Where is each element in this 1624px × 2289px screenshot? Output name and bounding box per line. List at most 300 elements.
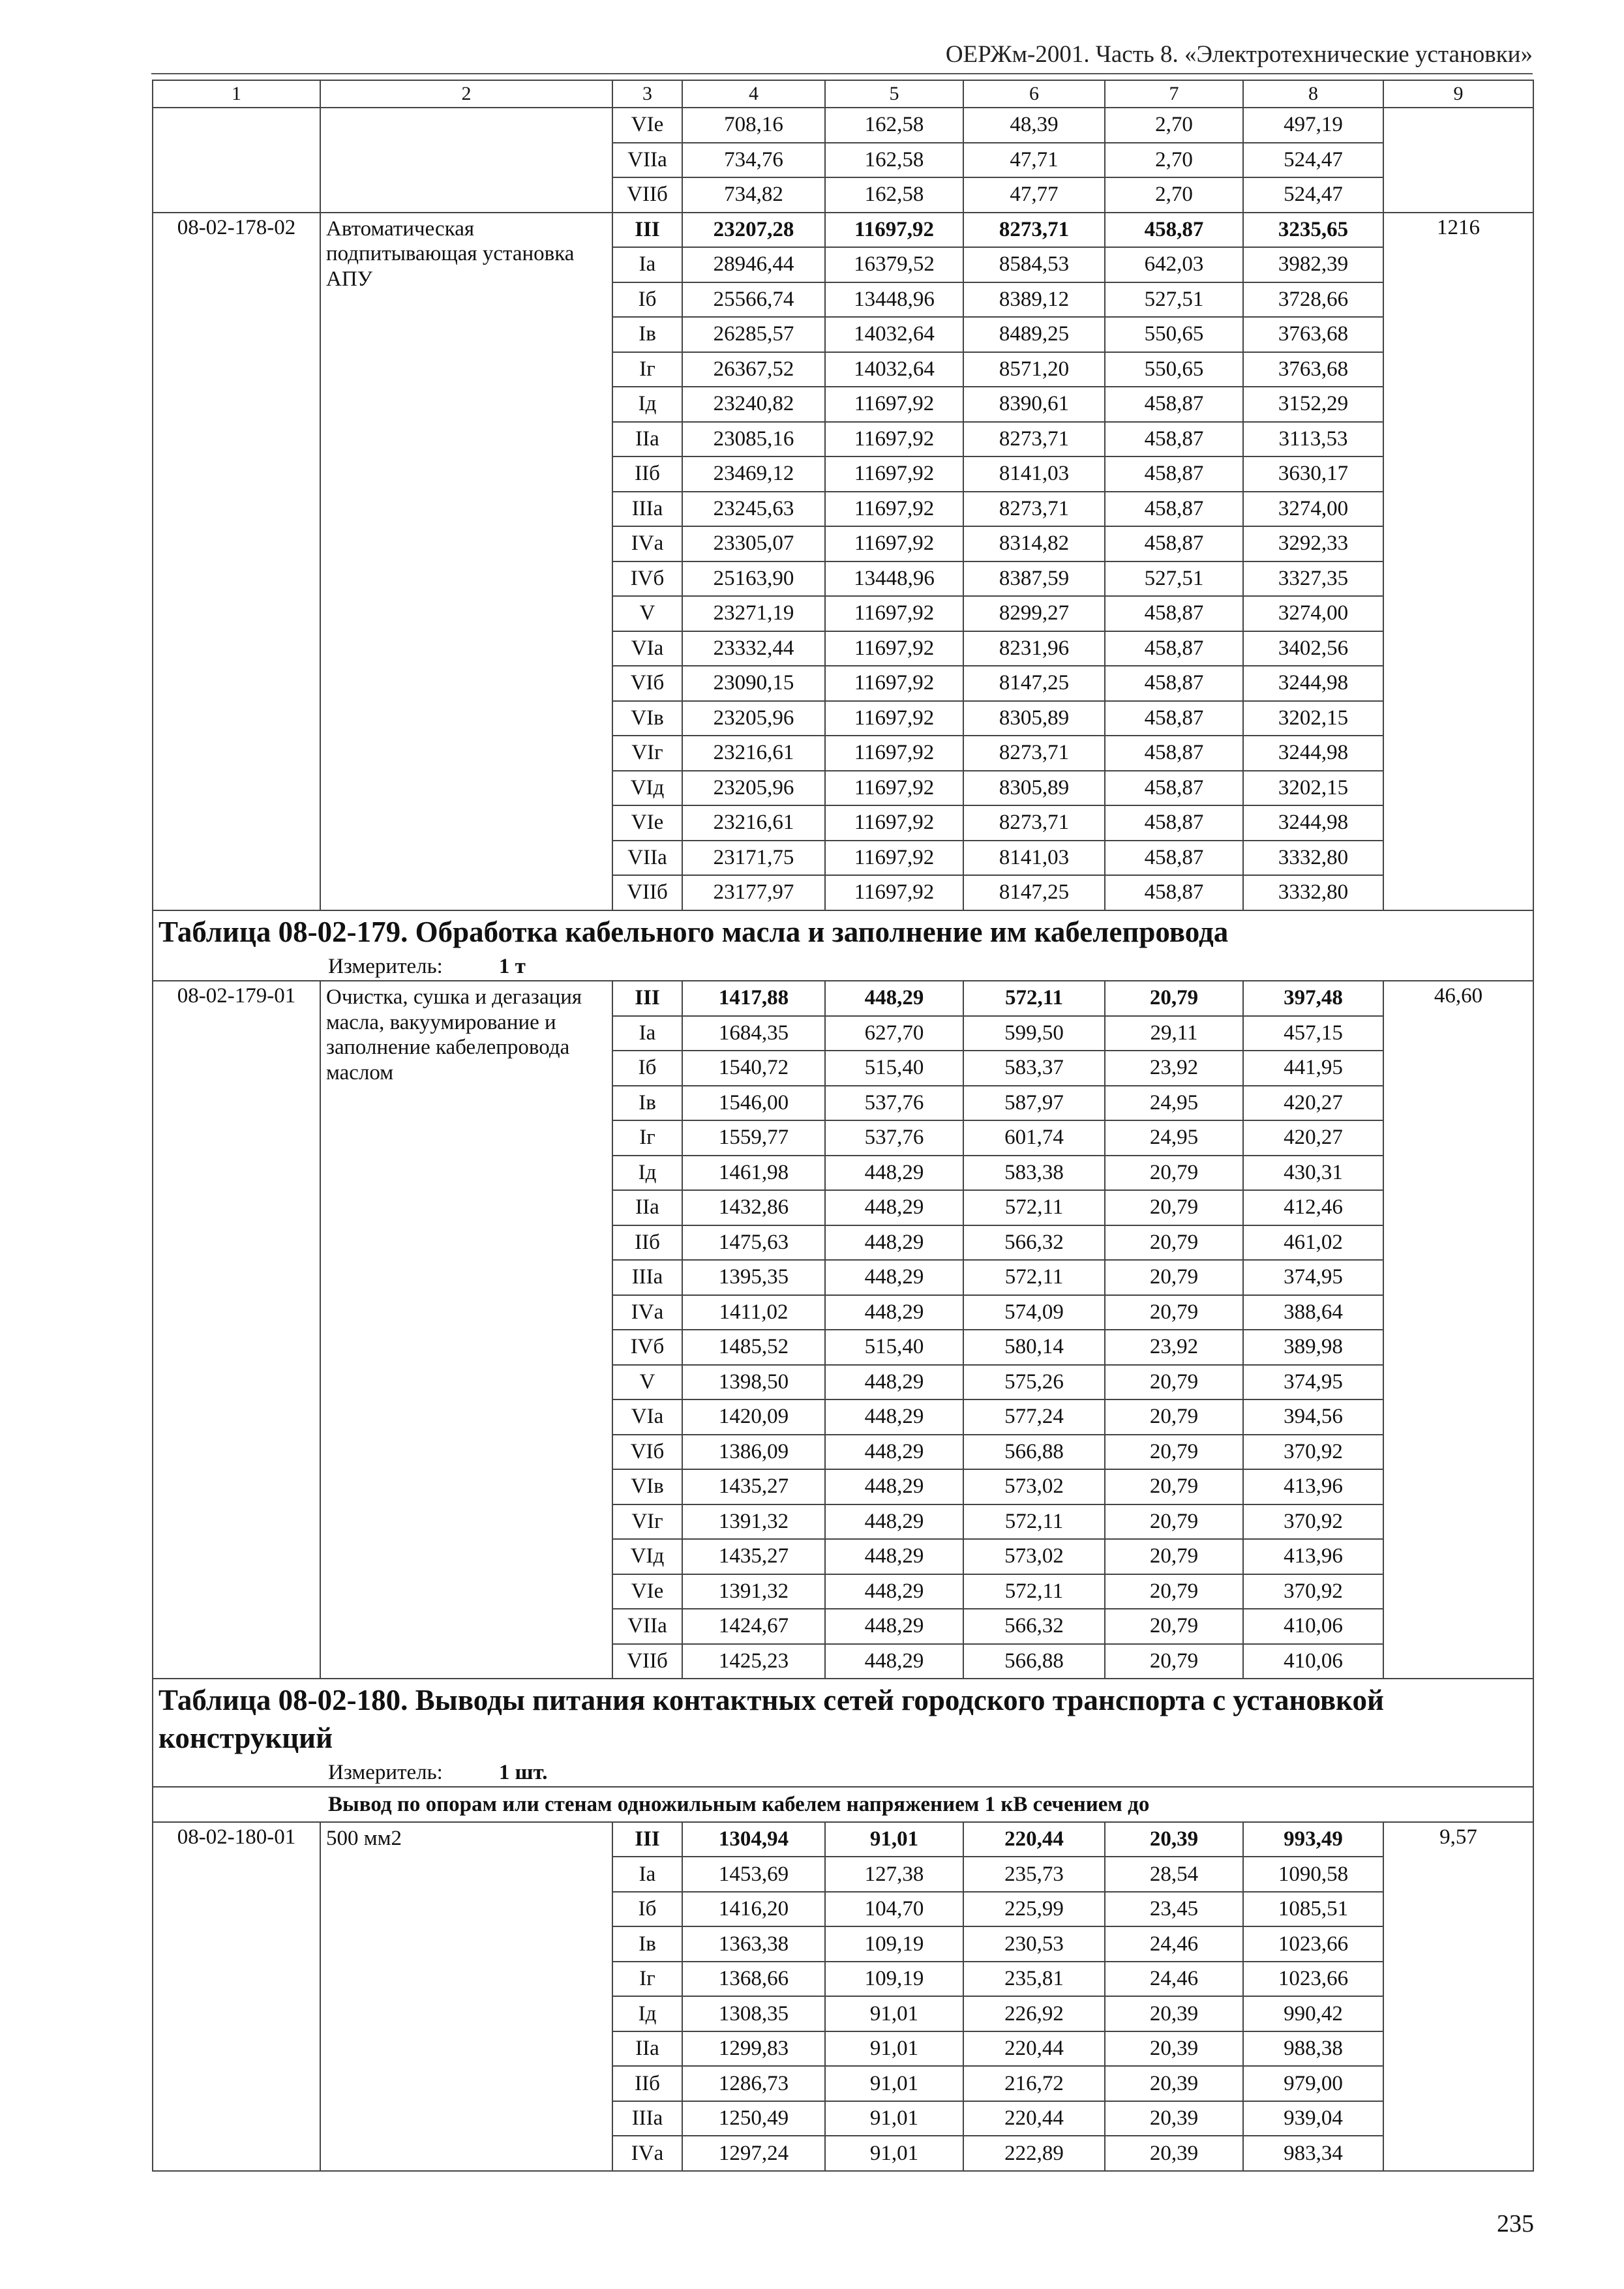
total-cost-cell: 1425,23: [682, 1644, 825, 1679]
wages-cell: 14032,64: [825, 317, 963, 352]
machinists-wages-cell: 458,87: [1105, 701, 1243, 736]
wages-cell: 11697,92: [825, 701, 963, 736]
wages-cell: 448,29: [825, 1609, 963, 1644]
machines-cell: 220,44: [963, 1822, 1105, 1857]
machinists-wages-cell: 550,65: [1105, 352, 1243, 387]
total-cost-cell: 25566,74: [682, 282, 825, 318]
wages-cell: 127,38: [825, 1857, 963, 1892]
materials-cell: 374,95: [1243, 1260, 1383, 1295]
rates-table: [152, 80, 1534, 2172]
zone-cell: V: [612, 1365, 682, 1400]
machines-cell: 583,38: [963, 1156, 1105, 1191]
materials-cell: 3292,33: [1243, 526, 1383, 561]
machines-cell: 230,53: [963, 1926, 1105, 1962]
wages-cell: 11697,92: [825, 387, 963, 422]
machinists-wages-cell: 20,79: [1105, 1260, 1243, 1295]
materials-cell: 3274,00: [1243, 492, 1383, 527]
machines-cell: 8141,03: [963, 456, 1105, 492]
machines-cell: 572,11: [963, 981, 1105, 1016]
wages-cell: 448,29: [825, 1399, 963, 1435]
machines-cell: 8390,61: [963, 387, 1105, 422]
zone-cell: Iб: [612, 1892, 682, 1927]
machinists-wages-cell: 458,87: [1105, 526, 1243, 561]
total-cost-cell: 1308,35: [682, 1996, 825, 2031]
wages-cell: 91,01: [825, 2101, 963, 2136]
machines-cell: 8299,27: [963, 596, 1105, 631]
materials-cell: 3235,65: [1243, 213, 1383, 248]
machines-cell: 572,11: [963, 1574, 1105, 1609]
zone-cell: VIIа: [612, 143, 682, 178]
zone-cell: III: [612, 981, 682, 1016]
total-cost-cell: 1546,00: [682, 1086, 825, 1121]
zone-cell: VIIб: [612, 177, 682, 213]
zone-cell: VIIа: [612, 841, 682, 876]
machines-cell: 8305,89: [963, 701, 1105, 736]
machines-cell: 222,89: [963, 2136, 1105, 2171]
machinists-wages-cell: 24,46: [1105, 1962, 1243, 1997]
materials-cell: 374,95: [1243, 1365, 1383, 1400]
wages-cell: 11697,92: [825, 805, 963, 841]
machines-cell: 572,11: [963, 1190, 1105, 1225]
wages-cell: 162,58: [825, 108, 963, 143]
wages-cell: 11697,92: [825, 631, 963, 666]
machinists-wages-cell: 28,54: [1105, 1857, 1243, 1892]
machines-cell: 8273,71: [963, 736, 1105, 771]
machinists-wages-cell: 20,39: [1105, 1822, 1243, 1857]
total-cost-cell: 1461,98: [682, 1156, 825, 1191]
materials-cell: 397,48: [1243, 981, 1383, 1016]
machinists-wages-cell: 458,87: [1105, 631, 1243, 666]
machinists-wages-cell: 527,51: [1105, 561, 1243, 597]
table-title: Таблица 08-02-180. Выводы питания контактных сетей городского транспорта с установкой конструкций: [158, 1684, 1384, 1754]
total-cost-cell: 1417,88: [682, 981, 825, 1016]
materials-cell: 388,64: [1243, 1295, 1383, 1330]
total-cost-cell: 23205,96: [682, 701, 825, 736]
total-cost-cell: 1250,49: [682, 2101, 825, 2136]
machinists-wages-cell: 23,92: [1105, 1330, 1243, 1365]
machinists-wages-cell: 20,79: [1105, 1295, 1243, 1330]
machines-cell: 8305,89: [963, 771, 1105, 806]
machinists-wages-cell: 20,39: [1105, 1996, 1243, 2031]
total-cost-cell: 1432,86: [682, 1190, 825, 1225]
machinists-wages-cell: 458,87: [1105, 666, 1243, 701]
machines-cell: 8147,25: [963, 666, 1105, 701]
machines-cell: 566,88: [963, 1644, 1105, 1679]
machines-cell: 566,88: [963, 1435, 1105, 1470]
machinists-wages-cell: 2,70: [1105, 108, 1243, 143]
wages-cell: 448,29: [825, 1504, 963, 1540]
zone-cell: VIб: [612, 1435, 682, 1470]
total-cost-cell: 1363,38: [682, 1926, 825, 1962]
materials-cell: 3202,15: [1243, 771, 1383, 806]
materials-cell: 3332,80: [1243, 875, 1383, 910]
total-cost-cell: 1304,94: [682, 1822, 825, 1857]
table-179-header: [153, 910, 1533, 981]
machinists-wages-cell: 20,79: [1105, 1365, 1243, 1400]
machines-cell: 8584,53: [963, 247, 1105, 282]
materials-cell: 3274,00: [1243, 596, 1383, 631]
machinists-wages-cell: 20,79: [1105, 1190, 1243, 1225]
total-cost-cell: 23305,07: [682, 526, 825, 561]
machines-cell: 573,02: [963, 1539, 1105, 1574]
zone-cell: VIIб: [612, 875, 682, 910]
zone-cell: IIа: [612, 422, 682, 457]
total-cost-cell: 1299,83: [682, 2031, 825, 2067]
measure-value: 1 т: [498, 955, 526, 979]
total-cost-cell: 26285,57: [682, 317, 825, 352]
total-cost-cell: 23085,16: [682, 422, 825, 457]
machines-cell: 8489,25: [963, 317, 1105, 352]
zone-cell: Iа: [612, 1857, 682, 1892]
machinists-wages-cell: 458,87: [1105, 736, 1243, 771]
total-cost-cell: 1395,35: [682, 1260, 825, 1295]
zone-cell: IVа: [612, 2136, 682, 2171]
total-cost-cell: 23245,63: [682, 492, 825, 527]
subheading-row: [153, 1787, 1533, 1822]
total-cost-cell: 28946,44: [682, 247, 825, 282]
total-cost-cell: 26367,52: [682, 352, 825, 387]
wages-cell: 11697,92: [825, 596, 963, 631]
machinists-wages-cell: 24,95: [1105, 1086, 1243, 1121]
machines-cell: 216,72: [963, 2066, 1105, 2101]
machinists-wages-cell: 642,03: [1105, 247, 1243, 282]
table-title: Таблица 08-02-179. Обработка кабельного масла и заполнение им кабелепровода: [158, 915, 1229, 948]
zone-cell: Iг: [612, 1120, 682, 1156]
total-cost-cell: 23271,19: [682, 596, 825, 631]
measure-unit: [158, 1762, 1527, 1784]
machinists-wages-cell: 24,46: [1105, 1926, 1243, 1962]
materials-cell: 3630,17: [1243, 456, 1383, 492]
machines-cell: 235,73: [963, 1857, 1105, 1892]
materials-cell: 394,56: [1243, 1399, 1383, 1435]
materials-cell: 993,49: [1243, 1822, 1383, 1857]
zone-cell: Iд: [612, 387, 682, 422]
wages-cell: 448,29: [825, 1644, 963, 1679]
zone-cell: Iа: [612, 1016, 682, 1051]
materials-cell: 1085,51: [1243, 1892, 1383, 1927]
wages-cell: 11697,92: [825, 456, 963, 492]
machinists-wages-cell: 20,79: [1105, 1399, 1243, 1435]
total-cost-cell: 1453,69: [682, 1857, 825, 1892]
materials-cell: 1023,66: [1243, 1926, 1383, 1962]
machines-cell: 220,44: [963, 2101, 1105, 2136]
zone-cell: IVб: [612, 1330, 682, 1365]
machines-cell: 573,02: [963, 1469, 1105, 1504]
wages-cell: 448,29: [825, 1469, 963, 1504]
machines-cell: 575,26: [963, 1365, 1105, 1400]
total-cost-cell: 23216,61: [682, 736, 825, 771]
total-cost-cell: 23216,61: [682, 805, 825, 841]
materials-cell: 457,15: [1243, 1016, 1383, 1051]
machines-cell: 47,71: [963, 143, 1105, 178]
materials-cell: 3327,35: [1243, 561, 1383, 597]
rate-code: [153, 108, 320, 213]
machines-cell: 8273,71: [963, 805, 1105, 841]
zone-cell: Iд: [612, 1996, 682, 2031]
wages-cell: 109,19: [825, 1926, 963, 1962]
machines-cell: 574,09: [963, 1295, 1105, 1330]
machines-cell: 47,77: [963, 177, 1105, 213]
machinists-wages-cell: 23,45: [1105, 1892, 1243, 1927]
machines-cell: 225,99: [963, 1892, 1105, 1927]
total-cost-cell: 1559,77: [682, 1120, 825, 1156]
machines-cell: 601,74: [963, 1120, 1105, 1156]
materials-cell: 461,02: [1243, 1225, 1383, 1261]
wages-cell: 448,29: [825, 1190, 963, 1225]
total-cost-cell: 1411,02: [682, 1295, 825, 1330]
machinists-wages-cell: 24,95: [1105, 1120, 1243, 1156]
wages-cell: 448,29: [825, 981, 963, 1016]
zone-cell: IIб: [612, 2066, 682, 2101]
total-cost-cell: 23332,44: [682, 631, 825, 666]
column-number: 8: [1243, 80, 1383, 108]
zone-cell: IVб: [612, 561, 682, 597]
materials-cell: 1090,58: [1243, 1857, 1383, 1892]
materials-cell: 3728,66: [1243, 282, 1383, 318]
machines-cell: 220,44: [963, 2031, 1105, 2067]
materials-cell: 497,19: [1243, 108, 1383, 143]
materials-cell: 3763,68: [1243, 352, 1383, 387]
materials-cell: 3402,56: [1243, 631, 1383, 666]
rate-code: 08-02-180-01: [153, 1822, 320, 2171]
machinists-wages-cell: 20,79: [1105, 981, 1243, 1016]
wages-cell: 448,29: [825, 1435, 963, 1470]
total-cost-cell: 1485,52: [682, 1330, 825, 1365]
machinists-wages-cell: 458,87: [1105, 805, 1243, 841]
zone-cell: IIа: [612, 2031, 682, 2067]
wages-cell: 11697,92: [825, 213, 963, 248]
machinists-wages-cell: 458,87: [1105, 771, 1243, 806]
total-cost-cell: 23177,97: [682, 875, 825, 910]
machines-cell: 8387,59: [963, 561, 1105, 597]
running-header: ОЕРЖм-2001. Часть 8. «Электротехнические установки»: [945, 41, 1533, 68]
measure-unit: [158, 956, 1527, 978]
total-cost-cell: 1540,72: [682, 1051, 825, 1086]
wages-cell: 162,58: [825, 177, 963, 213]
machinists-wages-cell: 2,70: [1105, 143, 1243, 178]
table-180-header: [153, 1679, 1533, 1787]
total-cost-cell: 1391,32: [682, 1504, 825, 1540]
machines-cell: 235,81: [963, 1962, 1105, 1997]
labor-cost-cell: 9,57: [1383, 1822, 1533, 2171]
zone-cell: IVа: [612, 526, 682, 561]
machinists-wages-cell: 20,39: [1105, 2101, 1243, 2136]
wages-cell: 16379,52: [825, 247, 963, 282]
total-cost-cell: 1286,73: [682, 2066, 825, 2101]
wages-cell: 537,76: [825, 1120, 963, 1156]
zone-cell: Iб: [612, 282, 682, 318]
materials-cell: 939,04: [1243, 2101, 1383, 2136]
wages-cell: 11697,92: [825, 736, 963, 771]
zone-cell: IVа: [612, 1295, 682, 1330]
wages-cell: 448,29: [825, 1260, 963, 1295]
zone-cell: III: [612, 213, 682, 248]
total-cost-cell: 1386,09: [682, 1435, 825, 1470]
machines-cell: 566,32: [963, 1609, 1105, 1644]
rate-code: 08-02-178-02: [153, 213, 320, 910]
materials-cell: 410,06: [1243, 1644, 1383, 1679]
materials-cell: 3113,53: [1243, 422, 1383, 457]
machinists-wages-cell: 458,87: [1105, 875, 1243, 910]
measure-label: Измеритель:: [328, 1761, 443, 1785]
machinists-wages-cell: 2,70: [1105, 177, 1243, 213]
wages-cell: 91,01: [825, 2031, 963, 2067]
machinists-wages-cell: 20,79: [1105, 1225, 1243, 1261]
table-row: [153, 108, 1533, 143]
zone-cell: VIе: [612, 805, 682, 841]
machines-cell: 8231,96: [963, 631, 1105, 666]
machines-cell: 8273,71: [963, 422, 1105, 457]
table-row: [153, 981, 1533, 1016]
materials-cell: 3244,98: [1243, 666, 1383, 701]
total-cost-cell: 1684,35: [682, 1016, 825, 1051]
column-number: 9: [1383, 80, 1533, 108]
wages-cell: 448,29: [825, 1295, 963, 1330]
labor-cost-cell: 1216: [1383, 213, 1533, 910]
machinists-wages-cell: 20,79: [1105, 1609, 1243, 1644]
wages-cell: 104,70: [825, 1892, 963, 1927]
wages-cell: 448,29: [825, 1156, 963, 1191]
zone-cell: VIг: [612, 1504, 682, 1540]
zone-cell: VIIа: [612, 1609, 682, 1644]
wages-cell: 448,29: [825, 1225, 963, 1261]
materials-cell: 430,31: [1243, 1156, 1383, 1191]
zone-cell: IIб: [612, 1225, 682, 1261]
materials-cell: 3982,39: [1243, 247, 1383, 282]
zone-cell: Iг: [612, 1962, 682, 1997]
machinists-wages-cell: 20,79: [1105, 1469, 1243, 1504]
machines-cell: 8147,25: [963, 875, 1105, 910]
wages-cell: 11697,92: [825, 841, 963, 876]
wages-cell: 448,29: [825, 1365, 963, 1400]
total-cost-cell: 734,76: [682, 143, 825, 178]
zone-cell: VIе: [612, 108, 682, 143]
machines-cell: 8314,82: [963, 526, 1105, 561]
zone-cell: VIа: [612, 1399, 682, 1435]
wages-cell: 13448,96: [825, 282, 963, 318]
total-cost-cell: 1435,27: [682, 1539, 825, 1574]
wages-cell: 91,01: [825, 1996, 963, 2031]
page-number: 235: [1497, 2210, 1534, 2237]
measure-label: Измеритель:: [328, 955, 443, 979]
machinists-wages-cell: 20,79: [1105, 1156, 1243, 1191]
wages-cell: 162,58: [825, 143, 963, 178]
total-cost-cell: 23171,75: [682, 841, 825, 876]
zone-cell: III: [612, 1822, 682, 1857]
wages-cell: 515,40: [825, 1051, 963, 1086]
zone-cell: Iд: [612, 1156, 682, 1191]
materials-cell: 410,06: [1243, 1609, 1383, 1644]
column-number: 7: [1105, 80, 1243, 108]
total-cost-cell: 23207,28: [682, 213, 825, 248]
materials-cell: 3244,98: [1243, 736, 1383, 771]
zone-cell: VIб: [612, 666, 682, 701]
total-cost-cell: 1398,50: [682, 1365, 825, 1400]
total-cost-cell: 708,16: [682, 108, 825, 143]
machines-cell: 8571,20: [963, 352, 1105, 387]
total-cost-cell: 23205,96: [682, 771, 825, 806]
zone-cell: VIа: [612, 631, 682, 666]
total-cost-cell: 1435,27: [682, 1469, 825, 1504]
zone-cell: Iв: [612, 1086, 682, 1121]
zone-cell: Iв: [612, 317, 682, 352]
work-name: Автоматическая подпитывающая установка АПУ: [320, 213, 612, 910]
wages-cell: 448,29: [825, 1539, 963, 1574]
column-number: 4: [682, 80, 825, 108]
column-number-row: [153, 80, 1533, 108]
machinists-wages-cell: 23,92: [1105, 1051, 1243, 1086]
zone-cell: IIа: [612, 1190, 682, 1225]
total-cost-cell: 1416,20: [682, 1892, 825, 1927]
total-cost-cell: 23469,12: [682, 456, 825, 492]
zone-cell: VIIб: [612, 1644, 682, 1679]
machines-cell: 8389,12: [963, 282, 1105, 318]
zone-cell: Iв: [612, 1926, 682, 1962]
materials-cell: 413,96: [1243, 1469, 1383, 1504]
table-subheading: Вывод по опорам или стенам одножильным кабелем напряжением 1 кВ сечением до: [153, 1787, 1533, 1822]
machinists-wages-cell: 458,87: [1105, 492, 1243, 527]
column-number: 1: [153, 80, 320, 108]
wages-cell: 11697,92: [825, 492, 963, 527]
materials-cell: 420,27: [1243, 1086, 1383, 1121]
column-number: 6: [963, 80, 1105, 108]
zone-cell: VIв: [612, 1469, 682, 1504]
machines-cell: 587,97: [963, 1086, 1105, 1121]
zone-cell: VIе: [612, 1574, 682, 1609]
zone-cell: VIв: [612, 701, 682, 736]
materials-cell: 389,98: [1243, 1330, 1383, 1365]
wages-cell: 11697,92: [825, 666, 963, 701]
machines-cell: 577,24: [963, 1399, 1105, 1435]
materials-cell: 3202,15: [1243, 701, 1383, 736]
zone-cell: IIIа: [612, 2101, 682, 2136]
machinists-wages-cell: 20,39: [1105, 2031, 1243, 2067]
materials-cell: 413,96: [1243, 1539, 1383, 1574]
machinists-wages-cell: 458,87: [1105, 841, 1243, 876]
materials-cell: 441,95: [1243, 1051, 1383, 1086]
table-row: [153, 1822, 1533, 1857]
wages-cell: 91,01: [825, 2136, 963, 2171]
machines-cell: 48,39: [963, 108, 1105, 143]
total-cost-cell: 1297,24: [682, 2136, 825, 2171]
table-title-row: [153, 910, 1533, 981]
machinists-wages-cell: 20,79: [1105, 1644, 1243, 1679]
machinists-wages-cell: 527,51: [1105, 282, 1243, 318]
machinists-wages-cell: 458,87: [1105, 596, 1243, 631]
rate-code: 08-02-179-01: [153, 981, 320, 1679]
materials-cell: 979,00: [1243, 2066, 1383, 2101]
materials-cell: 370,92: [1243, 1435, 1383, 1470]
wages-cell: 91,01: [825, 1822, 963, 1857]
machinists-wages-cell: 20,79: [1105, 1435, 1243, 1470]
machinists-wages-cell: 20,79: [1105, 1574, 1243, 1609]
machines-cell: 566,32: [963, 1225, 1105, 1261]
wages-cell: 11697,92: [825, 526, 963, 561]
total-cost-cell: 1391,32: [682, 1574, 825, 1609]
work-name: [320, 108, 612, 213]
machinists-wages-cell: 20,39: [1105, 2066, 1243, 2101]
machines-cell: 8273,71: [963, 213, 1105, 248]
zone-cell: VIг: [612, 736, 682, 771]
materials-cell: 3332,80: [1243, 841, 1383, 876]
column-number: 5: [825, 80, 963, 108]
materials-cell: 3244,98: [1243, 805, 1383, 841]
machines-cell: 599,50: [963, 1016, 1105, 1051]
wages-cell: 11697,92: [825, 875, 963, 910]
materials-cell: 988,38: [1243, 2031, 1383, 2067]
total-cost-cell: 734,82: [682, 177, 825, 213]
column-number: 2: [320, 80, 612, 108]
